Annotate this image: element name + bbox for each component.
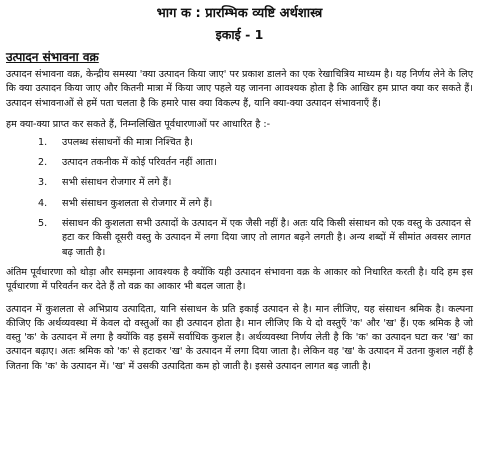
assumptions-list: [6, 136, 473, 260]
list-number: 5.: [38, 218, 48, 230]
assumptions-intro: हम क्या-क्या प्राप्त कर सकते हैं, निम्नलिखित पूर्वधारणाओं पर आधारित है :-: [6, 118, 271, 130]
paragraph-intro: उत्पादन संभावना वक्र, केन्द्रीय समस्या 'क्या उत्पादन किया जाए' पर प्रकाश डालने का एक रेखाचित्रिय माध्यम है। यह निर्णय लेने के लिए कि क्या उत्पादन किया जाए और कितनी मात्रा में किया जाए पहले यह जानना आवश्यक होता है कि आखिर हम प्राप्त क्या कर सकते हैं। उत्पादन संभावनाओं से हमें पता चलता है कि हमारे पास क्या विकल्प हैं, यानि क्या-क्या उत्पादन संभावनाएँ हैं।: [6, 69, 473, 109]
unit-label: इकाई - 1: [215, 27, 264, 42]
list-item: [6, 197, 473, 211]
list-text: सभी संसाधन रोजगार में लगे हैं।: [62, 177, 172, 189]
list-item: [6, 217, 473, 260]
list-text: सभी संसाधन कुशलता से रोजगार में लगे हैं।: [62, 197, 213, 209]
list-number: 4.: [38, 197, 48, 209]
paragraph-efficiency: उत्पादन में कुशलता से अभिप्राय उत्पादिता, यानि संसाधन के प्रति इकाई उत्पादन से है। मान लीजिए, यह संसाधन श्रमिक है। कल्पना कीजिए कि अर्थव्यवस्था में केवल दो वस्तुओं का ही उत्पादन होता है। मान लीजिए कि ये दो वस्तुएँ 'क' और 'ख' हैं। एक श्रमिक है जो वस्तु 'क' के उत्पादन में लगा है क्योंकि वह इसमें सर्वाधिक कुशल है। अर्थव्यवस्था निर्णय लेती है कि 'क' का उत्पादन घटा कर 'ख' का उत्पादन बढ़ाए। अतः श्रमिक को 'क' से हटाकर 'ख' के उत्पादन में लगा दिया जाता है। लेकिन वह 'ख' के उत्पादन में उतना कुशल नहीं है जितना कि 'क' के उत्पादन में। 'ख' में उसकी उत्पादिता कम हो जाती है। इससे उत्पादन लागत बढ़ जाती है।: [6, 303, 473, 372]
list-number: 3.: [38, 177, 48, 189]
document-title: भाग क : प्रारम्भिक व्यष्टि अर्थशास्त्र: [156, 6, 323, 21]
list-text: उत्पादन तकनीक में कोई परिवर्तन नहीं आता।: [62, 157, 217, 169]
paragraph-last-assumption: अंतिम पूर्वधारणा को थोड़ा और समझना आवश्यक है क्योंकि यही उत्पादन संभावना वक्र के आकार को निधारित करती है। यदि हम इस पूर्वधारणा में परिवर्तन कर देते हैं तो वक्र का आकार भी बदल जाता है।: [6, 266, 473, 293]
list-text: उपलब्ध संसाधनों की मात्रा निश्चित है।: [62, 136, 194, 148]
list-text: संसाधन की कुशलता सभी उत्पादों के उत्पादन में एक जैसी नहीं है। अतः यदि किसी संसाधन को एक वस्तु के उत्पादन से हटा कर किसी दूसरी वस्तु के उत्पादन में लगा दिया जाए तो लागत बढ़ने लगती है। अन्य शब्दों में सीमांत अवसर लागत बढ़ जाती है।: [62, 218, 471, 258]
list-number: 1.: [38, 136, 48, 148]
list-item: [6, 156, 473, 170]
list-item: [6, 136, 473, 150]
list-number: 2.: [38, 157, 48, 169]
section-heading: उत्पादन संभावना वक्र: [6, 50, 99, 64]
list-item: [6, 176, 473, 190]
